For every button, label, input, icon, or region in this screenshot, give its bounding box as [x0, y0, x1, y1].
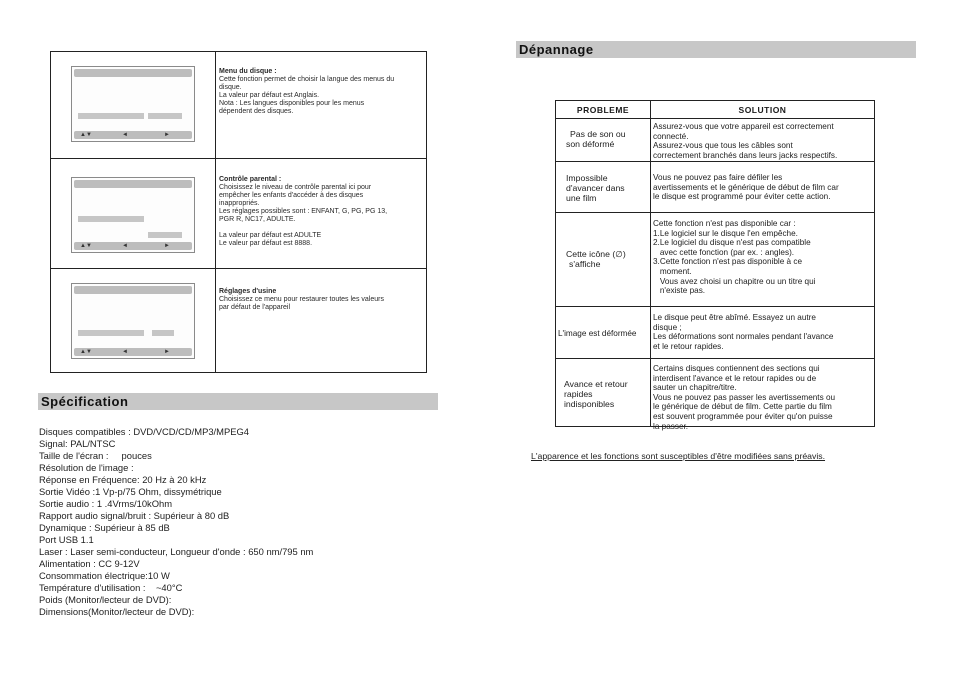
spec-item: Dimensions(Monitor/lecteur de DVD):	[39, 606, 195, 617]
spec-item: Sortie audio : 1 .4Vrms/10kOhm	[39, 498, 173, 509]
spec-item: Laser : Laser semi-conducteur, Longueur d'onde : 650 nm/795 nm	[39, 546, 314, 557]
right-arrow-icon: ►	[164, 243, 170, 249]
spec-item: Disques compatibles : DVD/VCD/CD/MP3/MPEG4	[39, 426, 249, 437]
solution-cell: Assurez-vous que votre appareil est correctement connecté. Assurez-vous que tous les câbles sont correctement branchés dans leurs jacks respectifs.	[653, 122, 838, 160]
spec-item: Taille de l'écran : pouces	[39, 450, 152, 461]
left-arrow-icon: ◄	[122, 243, 128, 249]
problem-cell: Avance et retour rapides indisponibles	[564, 379, 628, 409]
specification-list	[39, 426, 439, 618]
spec-item: Dynamique : Supérieur à 85 dB	[39, 522, 170, 533]
menu-row-factory-settings	[51, 269, 426, 372]
osd-nav-bar	[74, 242, 192, 250]
problem-cell: Impossible d'avancer dans une film	[566, 173, 625, 203]
menu-title: Menu du disque :	[219, 68, 277, 75]
solution-cell: Le disque peut être abîmé. Essayez un autre disque ; Les déformations sont normales pendant l'avance et le retour rapides.	[653, 313, 834, 351]
right-arrow-icon: ►	[164, 132, 170, 138]
spec-item: Résolution de l'image :	[39, 462, 134, 473]
problem-cell: L'image est déformée	[558, 329, 637, 338]
troubleshooting-table	[555, 100, 875, 431]
spec-item: Réponse en Fréquence: 20 Hz à 20 kHz	[39, 474, 207, 485]
menu-settings-table	[50, 51, 427, 373]
left-arrow-icon: ◄	[122, 349, 128, 355]
menu-title: Contrôle parental :	[219, 176, 282, 183]
problem-cell: Cette icône (∅) s'affiche	[566, 249, 626, 269]
solution-cell: Certains disques contiennent des sections qui interdisent l'avance et le retour rapides ou de sauter un chapitre/titre. Vous ne pouvez pas passer les avertissements ou le générique de début de film. Cette partie du film est souvent programmée pour éviter qu'on puisse la passer.	[653, 364, 836, 431]
menu-title: Réglages d'usine	[219, 288, 277, 295]
osd-screenshot-disc-menu	[71, 66, 195, 142]
spec-item: Signal: PAL/NTSC	[39, 438, 116, 449]
spec-item: Alimentation : CC 9-12V	[39, 558, 140, 569]
problem-cell: Pas de son ou son déformé	[566, 129, 626, 149]
menu-row-parental-control	[51, 159, 426, 269]
table-row	[556, 161, 874, 212]
table-row	[556, 119, 874, 161]
right-arrow-icon: ►	[164, 349, 170, 355]
column-header-problem: PROBLEME	[576, 105, 630, 115]
osd-screenshot-parental-control	[71, 177, 195, 253]
table-row	[556, 358, 874, 431]
table-row	[556, 212, 874, 306]
column-header-solution: SOLUTION	[738, 105, 787, 115]
osd-screenshot-factory-settings	[71, 283, 195, 359]
spec-item: Poids (Monitor/lecteur de DVD):	[39, 594, 172, 605]
up-down-arrow-icon: ▲▼	[80, 132, 92, 138]
menu-description-parental-control: Contrôle parental : Choisissez le niveau de contrôle parental ici pour empêcher les enfants d'accéder à des disques inappropriés. Les réglages possibles sont : ENFANT, G, PG, PG 13, PGR R, NC17, ADULTE. La valeur par défaut est ADULTE Le valeur par défaut est 8888.	[219, 176, 423, 248]
osd-nav-bar	[74, 348, 192, 356]
solution-cell: Vous ne pouvez pas faire défiler les avertissements et le générique de début de film car le disque est programmé pour éviter cette action.	[653, 173, 839, 202]
solution-cell: Cette fonction n'est pas disponible car : 1.Le logiciel sur le disque l'en empêche. 2.Le logiciel du disque n'est pas compatible avec cette fonction (par ex. : angles). 3.Cette fonction n'est pas disponible à ce moment. Vous avez choisi un chapitre ou un titre qui n'existe pas.	[653, 219, 816, 296]
troubleshooting-heading: Dépannage	[516, 41, 916, 58]
left-arrow-icon: ◄	[122, 132, 128, 138]
osd-nav-bar	[74, 131, 192, 139]
disclaimer-footnote: L'apparence et les fonctions sont susceptibles d'être modifiées sans préavis.	[531, 451, 826, 461]
table-row	[556, 306, 874, 358]
up-down-arrow-icon: ▲▼	[80, 349, 92, 355]
up-down-arrow-icon: ▲▼	[80, 243, 92, 249]
specification-heading: Spécification	[38, 393, 438, 410]
spec-item: Sortie Vidéo :1 Vp-p/75 Ohm, dissymétrique	[39, 486, 222, 497]
table-header	[556, 101, 874, 119]
menu-description-factory-settings: Réglages d'usine Choisissez ce menu pour restaurer toutes les valeurs par défaut de l'appareil	[219, 288, 423, 312]
spec-item: Port USB 1.1	[39, 534, 94, 545]
spec-item: Consommation électrique:10 W	[39, 570, 170, 581]
spec-item: Température d'utilisation : ~40°C	[39, 582, 183, 593]
spec-item: Rapport audio signal/bruit : Supérieur à 80 dB	[39, 510, 230, 521]
menu-row-disc-menu	[51, 52, 426, 159]
menu-description-disc-menu: Menu du disque : Cette fonction permet de choisir la langue des menus du disque. La valeur par défaut est Anglais. Nota : Les langues disponibles pour les menus dépendent des disques.	[219, 68, 423, 116]
